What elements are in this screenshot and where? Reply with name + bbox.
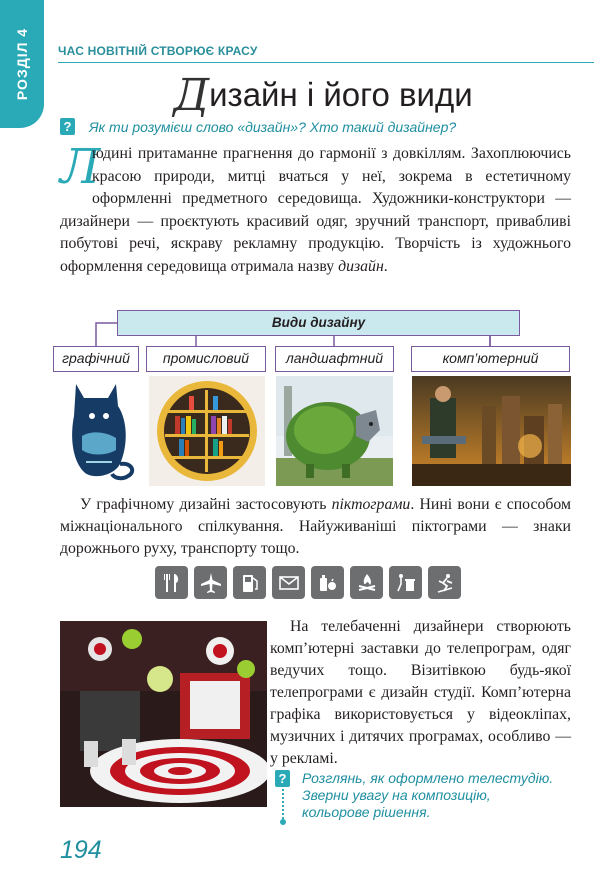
note-question-icon: ?: [275, 770, 290, 787]
fantasy-city-render: [412, 376, 571, 486]
airplane-icon: [194, 566, 227, 599]
round-bookshelf-photo: [149, 376, 265, 486]
envelope-icon: [272, 566, 305, 599]
page-number: 194: [60, 836, 102, 864]
intro-term: дизайн: [338, 257, 384, 275]
graphic-cat-illustration: [62, 376, 138, 486]
note-line-1: Розглянь, як оформлено телестудію.: [302, 770, 554, 786]
note-text: [302, 770, 553, 825]
intro-text: юдині притаманне прагнення до гармонії з довкіллям. Захоплюючись красою природи, митці вчаться у неї, зокрема в естетичному оформленні предметного середовища. Художники-конструктори — дизайнери — проєктують красивий одяг, зручний транспорт, привабливі побутові речі, яскраву рекламну продукцію. Творчість із художнього оформлення середовища отримала назву: [60, 145, 571, 275]
question-text: Як ти розумієш слово «дизайн»? Хто такий дизайнер?: [89, 118, 457, 135]
note-marker: [275, 770, 290, 825]
pictograms-text-start: У графічному дизайні застосовують: [80, 496, 332, 513]
skater-icon: [428, 566, 461, 599]
tv-design-paragraph: На телебаченні дизайнери створюють комп’ютерні заставки до телепрограм, одяг ведучих тощо. Візитівкою будь-якої телепрограми є дизайн студії. Комп’ютерна графіка використовується у відеокліпах, музичних і дитячих програмах, особливо — у рекламі.: [270, 618, 571, 767]
chapter-tab-label: РОЗДІЛ 4: [14, 27, 30, 101]
note-dotted-line: [282, 789, 284, 819]
pictograms-term: піктограми: [331, 496, 411, 513]
fuel-pump-icon: [233, 566, 266, 599]
note-line-3: кольорове рішення.: [302, 804, 431, 820]
title-rest: изайн і його види: [209, 76, 473, 113]
tv-studio-photo: [60, 621, 267, 807]
pictograms-text-end: . Нині вони є способом міжнаціонального спілкування. Найуживаніші піктограми — знаки дорожнього руху, транспорту тощо.: [60, 496, 572, 557]
pictogram-row: [155, 566, 461, 599]
running-head: ЧАС НОВІТНІЙ СТВОРЮЄ КРАСУ: [58, 44, 258, 58]
title-initial: Д: [173, 70, 210, 121]
trash-bin-icon: [389, 566, 422, 599]
note-line-2: Зверни увагу на композицію,: [302, 787, 491, 803]
campfire-icon: [350, 566, 383, 599]
note-block: [275, 770, 553, 825]
type-industrial-label: промисловий: [146, 346, 266, 372]
shop-icon: [311, 566, 344, 599]
type-computer-label: комп’ютерний: [411, 346, 570, 372]
type-graphic-label: графічний: [53, 346, 139, 372]
topiary-animal-photo: [276, 376, 393, 486]
design-types-heading: Види дизайну: [117, 310, 520, 336]
question-icon: ?: [60, 118, 75, 135]
intro-end: .: [383, 257, 388, 275]
type-landscape-label: ландшафтний: [275, 346, 394, 372]
note-dot: [280, 819, 286, 825]
drop-cap: Л: [60, 139, 101, 195]
pictograms-paragraph: [60, 494, 571, 560]
fork-knife-icon: [155, 566, 188, 599]
